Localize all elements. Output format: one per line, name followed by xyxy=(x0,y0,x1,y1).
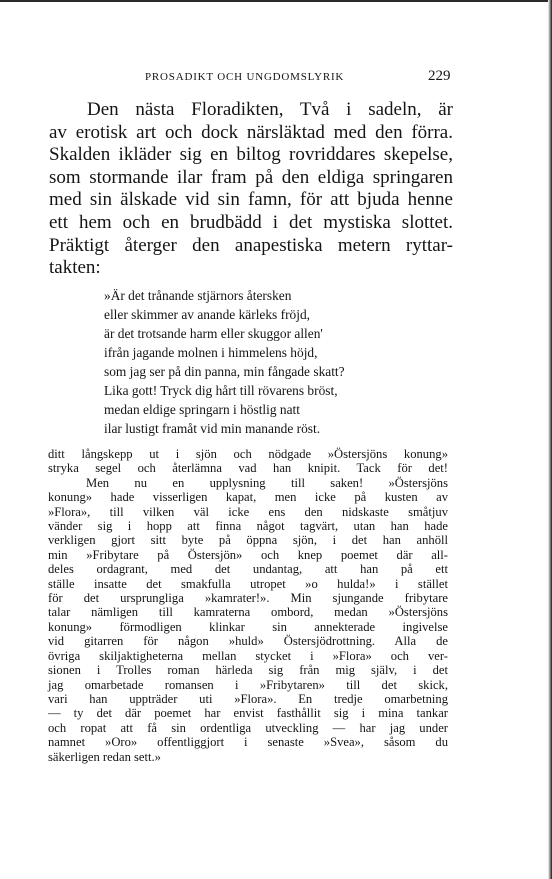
poem-quotation xyxy=(104,286,345,438)
poem-verse: eller skimmer av anande kärleks fröjd, xyxy=(104,307,310,322)
body-line: säkerligen redan sett.» xyxy=(48,749,161,764)
running-title: PROSADIKT OCH UNGDOMSLYRIK xyxy=(145,71,345,83)
body-line: Men nu en upplysning till saken! »Östersjöns xyxy=(86,475,448,490)
body-line: deles ordagrant, med det undantag, att han på ett xyxy=(48,562,448,577)
top-edge-rule xyxy=(0,0,552,2)
body-line: konung» förmodligen klinkar sin annekterade ingivelse xyxy=(48,619,448,634)
body-line: vänder sig i hopp att finna något tagvärt, utan han hade xyxy=(48,519,448,534)
intro-line: ett hem och en brudbädd i det mystiska slottet. xyxy=(49,211,453,233)
body-line: och ropat att få sin ordentliga utveckling — har jag under xyxy=(48,720,448,735)
body-line: »Flora», till vilken väl icke ens den nidskaste småtjuv xyxy=(48,504,448,519)
poem-verse: är det trotsande harm eller skuggor allen' xyxy=(104,326,323,341)
body-line: jag omarbetade romansen i »Fribytaren» till det skick, xyxy=(48,677,448,692)
body-line: övriga skiljaktigheterna mellan stycket i »Flora» och ver- xyxy=(48,648,448,663)
poem-verse: ilar lustigt framåt vid min manande röst. xyxy=(104,421,321,436)
body-line: talar nämligen till kamraterna ombord, medan »Östersjöns xyxy=(48,605,448,620)
body-line: vari han uppträder uti »Flora». En tredje omarbetning xyxy=(48,691,448,706)
page-number: 229 xyxy=(428,68,451,84)
body-line: stryka segel och återlämna vad han knipit. Tack för det! xyxy=(48,461,448,476)
intro-line: Skalden ikläder sig en biltog rovriddares skepelse, xyxy=(49,144,453,166)
body-line: konung» hade visserligen kapat, men icke på kusten av xyxy=(48,490,448,505)
poem-verse: Lika gott! Tryck dig hårt till rövarens bröst, xyxy=(104,383,338,398)
page-edge-shadow xyxy=(548,0,552,879)
page-header xyxy=(0,68,552,88)
body-line: ditt långskepp ut i sjön och nödgade »Östersjöns konung» xyxy=(48,447,448,461)
intro-line: som stormande ilar fram på den eldiga springaren xyxy=(49,166,453,188)
intro-line: av erotisk art och dock närsläktad med den förra. xyxy=(49,121,453,143)
body-line: namnet »Oro» offentliggjort i senaste »Svea», såsom du xyxy=(48,735,448,750)
poem-verse: »Är det trånande stjärnors återsken xyxy=(104,288,292,303)
body-line: vid gitarren för någon »huld» Östersjödrottning. Alla de xyxy=(48,634,448,649)
body-line: för det ursprungliga »kamrater!». Min sjungande fribytare xyxy=(48,591,448,606)
intro-line: takten: xyxy=(49,257,101,279)
intro-line: med sin älskade vid sin famn, för att bjuda henne xyxy=(49,189,453,211)
intro-paragraph xyxy=(49,99,453,280)
body-line: sionen i Trolles roman härleda sig från mig själv, i det xyxy=(48,663,448,678)
intro-line: Den nästa Floradikten, Två i sadeln, är xyxy=(87,99,453,120)
body-line: ställe insatte det smakfulla utropet »o hulda!» i stället xyxy=(48,576,448,591)
body-line: — ty det där poemet har envist fasthållit sig i mina tankar xyxy=(48,706,448,721)
letter-excerpt xyxy=(48,447,448,764)
body-line: min »Fribytare på Östersjön» och knep poemet där all- xyxy=(48,547,448,562)
body-line: verkligen gjort sitt byte på öppna sjön, i det han anhöll xyxy=(48,533,448,548)
poem-verse: ifrån jagande molnen i himmelens höjd, xyxy=(104,345,318,360)
poem-verse: medan eldige springarn i höstlig natt xyxy=(104,402,300,417)
poem-verse: som jag ser på din panna, min fångade skatt? xyxy=(104,364,345,379)
intro-line: Präktigt återger den anapestiska metern ryttar- xyxy=(49,234,453,256)
